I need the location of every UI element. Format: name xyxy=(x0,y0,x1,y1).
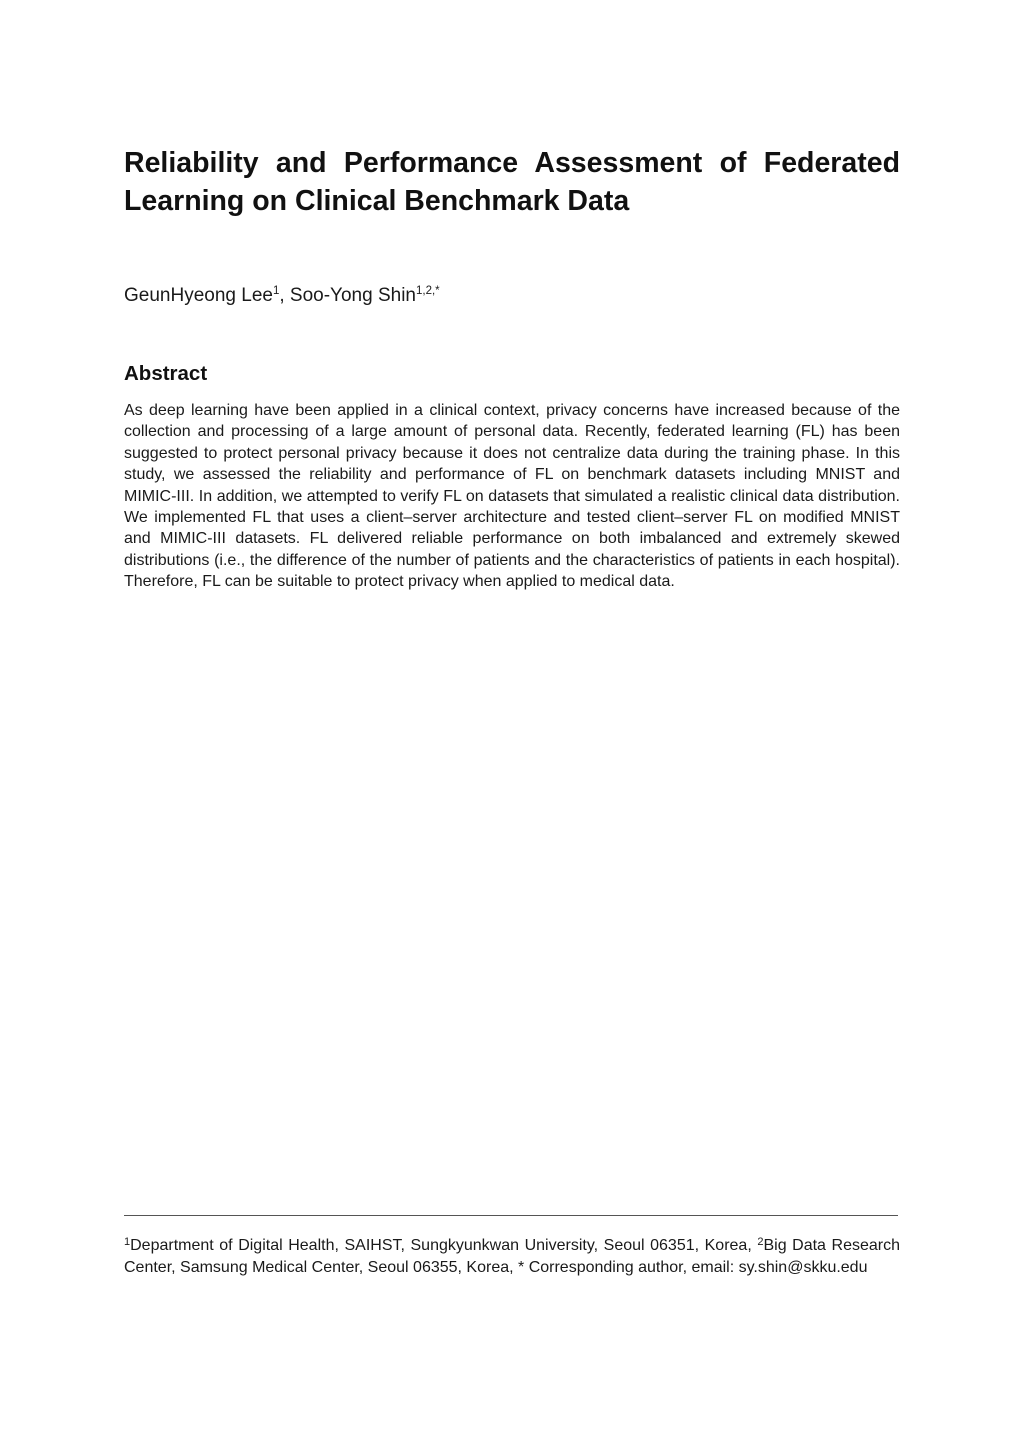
footnote-affiliation: Big Data Research Center, Samsung Medical Center, Seoul 06355, Korea, xyxy=(124,1237,900,1276)
abstract-heading: Abstract xyxy=(124,362,208,385)
footnote-mark: 2 xyxy=(757,1236,764,1248)
author-affiliation-mark: 1,2,* xyxy=(416,285,440,297)
author-separator: , xyxy=(279,285,290,306)
paper-page xyxy=(124,0,900,1448)
paper-title: Reliability and Performance Assessment of Federated Learning on Clinical Benchmark Data xyxy=(124,147,900,217)
footnote-mark: 1 xyxy=(124,1236,131,1248)
corresponding-author-note: * Corresponding author, email: sy.shin@skku.edu xyxy=(518,1258,868,1276)
affiliation-footnote xyxy=(124,1235,900,1278)
author-list xyxy=(124,283,440,309)
author-affiliation-mark: 1 xyxy=(272,285,280,297)
footnote-divider xyxy=(124,1215,898,1216)
author-name: Soo-Yong Shin xyxy=(289,285,416,306)
footnote-affiliation: Department of Digital Health, SAIHST, Sungkyunkwan University, Seoul 06351, Korea, xyxy=(130,1237,758,1254)
abstract-text: As deep learning have been applied in a clinical context, privacy concerns have increased because of the collection and processing of a large amount of personal data. Recently, federated learning (FL) has been suggested to protect personal privacy because it does not centralize data during the training phase. In this study, we assessed the reliability and performance of FL on benchmark datasets including MNIST and MIMIC-III. In addition, we attempted to verify FL on datasets that simulated a realistic clinical data distribution. We implemented FL that uses a client–server architecture and tested client–server FL on modified MNIST and MIMIC-III datasets. FL delivered reliable performance on both imbalanced and extremely skewed distributions (i.e., the difference of the number of patients and the characteristics of patients in each hospital). Therefore, FL can be suitable to protect privacy when applied to medical data. xyxy=(124,402,900,591)
author-name: GeunHyeong Lee xyxy=(124,285,273,306)
